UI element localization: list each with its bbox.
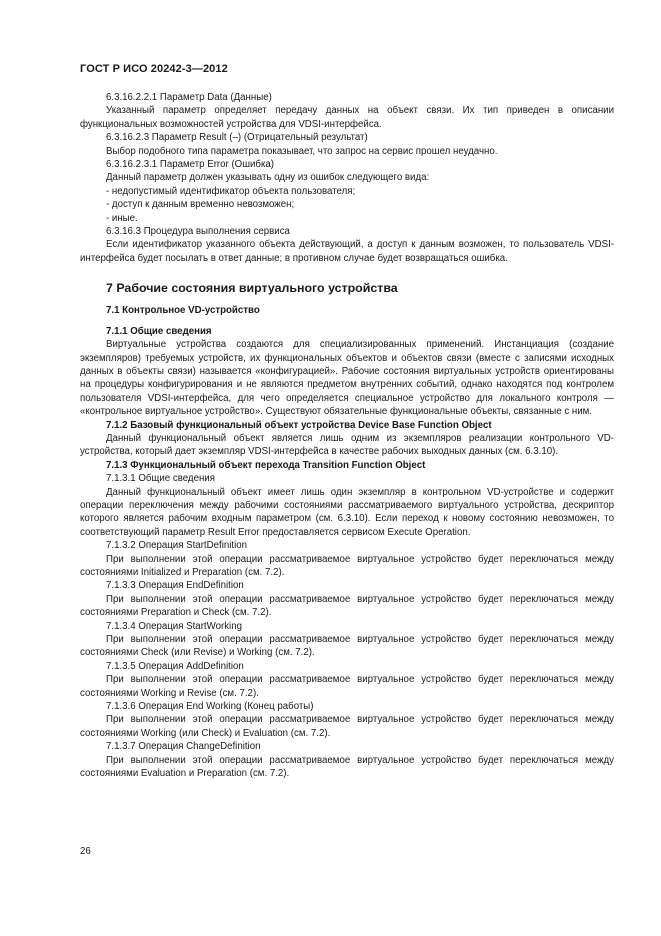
paragraph: 7.1.3.2 Операция StartDefinition [106,540,248,552]
subsection-heading: 7.1 Контрольное VD-устройство [106,305,260,317]
paragraph: Если идентификатор указанного объекта действующий, а доступ к данным возможен, то пользователь VDSI-интерфейса будет посылать в ответ данные; в противном случае будет возвращаться ошибка. [80,239,614,264]
paragraph: Данный параметр должен указывать одну из ошибок следующего вида: [106,172,430,184]
list-item: - иные. [106,212,138,224]
paragraph: Выбор подобного типа параметра показывает, что запрос на сервис прошел неудачно. [106,145,498,157]
page-number: 26 [80,846,91,857]
paragraph: При выполнении этой операции рассматриваемое виртуальное устройство будет переключаться между состояниями Working (или Check) и Evaluation (см. 7.2). [80,714,614,739]
paragraph: 6.3.16.2.3 Параметр Result (–) (Отрицательный результат) [106,132,368,144]
document-body [80,91,614,781]
paragraph: При выполнении этой операции рассматриваемое виртуальное устройство будет переключаться между состояниями Preparation и Check (см. 7.2). [80,593,614,619]
list-item: - недопустимый идентификатор объекта пользователя; [106,185,356,197]
paragraph: 6.3.16.2.2.1 Параметр Data (Данные) [106,92,272,103]
paragraph: Указанный параметр определяет передачу данных на объект связи. Их тип приведен в описании функциональных возможностей устройства для VDSI-интерфейса. [80,105,614,130]
paragraph: При выполнении этой операции рассматриваемое виртуальное устройство будет переключаться между состояниями Working и Revise (см. 7.2). [80,674,614,699]
subsubsection-heading: 7.1.1 Общие сведения [106,325,212,337]
paragraph: 7.1.3.7 Операция ChangeDefinition [106,741,261,753]
paragraph: 7.1.3.4 Операция StartWorking [106,620,242,632]
paragraph: При выполнении этой операции рассматриваемое виртуальное устройство будет переключаться между состояниями Evaluation и Preparation (см. 7.2). [80,754,614,780]
paragraph: Данный функциональный объект имеет лишь один экземпляр в контрольном VD-устройстве и содержит операции переключения между рабочими состояниями рассматриваемого виртуального устройства, дескриптор которого является рабочим входным параметром (см. 6.3.10). Если переход к новому состоянию невозможен, то соответствующий параметр Result Error предоставляется сервисом Execute Operation. [80,486,614,538]
paragraph: 6.3.16.2.3.1 Параметр Error (Ошибка) [106,159,275,171]
paragraph: 7.1.3.3 Операция EndDefinition [106,580,244,592]
paragraph: Виртуальные устройства создаются для специализированных применений. Инстанциация (создание экземпляров) требуемых устройств, их функциональных объектов и объектов связи (вместе с записями исходных данных в объекты связи) называется «конфигурацией». Рабочие состояния виртуальных устройств ориентированы на процедуры конфигурирования и не являются предметом внутренних событий, однако находятся под контролем пользователя VDSI-интерфейса, для чего определяется специальное устройство для локального контроля — «контрольное виртуальное устройство». Существуют обязательные функциональные объекты, связанные с ним. [80,339,614,418]
section-heading: 7 Рабочие состояния виртуального устройства [106,281,398,296]
subsubsection-heading: 7.1.3 Функциональный объект перехода Transition Function Object [106,459,426,471]
subsubsection-heading: 7.1.2 Базовый функциональный объект устройства Device Base Function Object [106,419,492,431]
paragraph: При выполнении этой операции рассматриваемое виртуальное устройство будет переключаться между состояниями Check (или Revise) и Working (см. 7.2). [80,634,614,659]
document-header: ГОСТ Р ИСО 20242-3—2012 [80,63,228,75]
list-item: - доступ к данным временно невозможен; [106,199,295,211]
paragraph: 7.1.3.1 Общие сведения [106,473,215,485]
paragraph: 6.3.16.3 Процедура выполнения сервиса [106,226,290,238]
paragraph: Данный функциональный объект является лишь одним из экземпляров реализации контрольного VD-устройства, который дает экземпляр VDSI-интерфейса в качестве рабочих выходных данных (см. 6.3.10). [80,432,614,458]
paragraph: 7.1.3.6 Операция End Working (Конец работы) [106,701,314,713]
paragraph: При выполнении этой операции рассматриваемое виртуальное устройство будет переключаться между состояниями Initialized и Preparation (см. 7.2). [80,553,614,578]
paragraph: 7.1.3.5 Операция AddDefinition [106,660,244,672]
